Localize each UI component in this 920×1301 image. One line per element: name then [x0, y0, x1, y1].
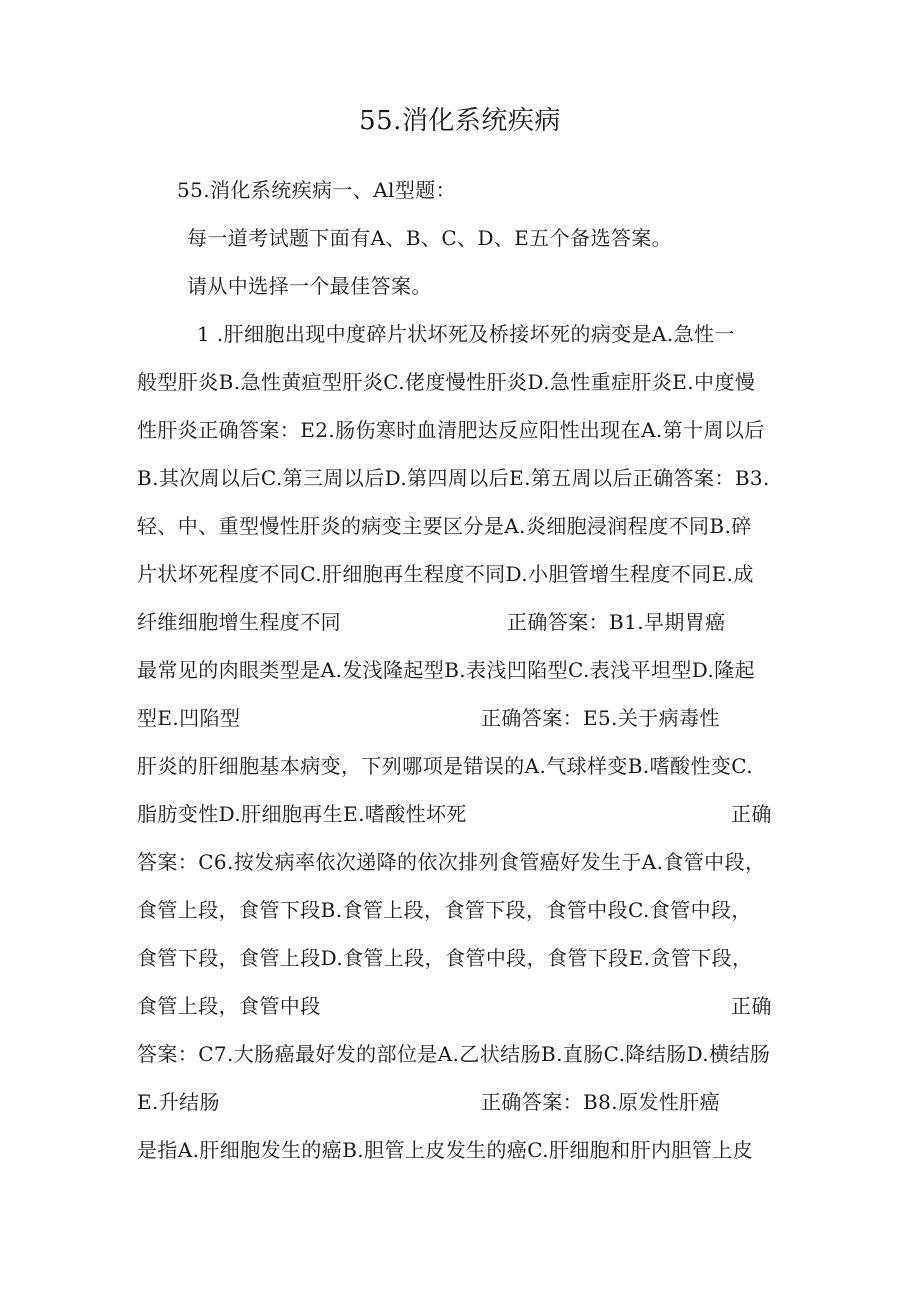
body-line: 1 .肝细胞出现中度碎片状坏死及桥接坏死的病变是A.急性一 [197, 322, 735, 346]
answer-text: 正确答案：B8.原发性肝癌 [481, 1090, 720, 1114]
body-line: 肝炎的肝细胞基本病变，下列哪项是错误的A.气球样变B.嗜酸性变C. [137, 754, 754, 778]
body-line: 轻、中、重型慢性肝炎的病变主要区分是A.炎细胞浸润程度不同B.碎 [137, 514, 752, 538]
instruction-line-2: 请从中选择一个最佳答案。 [187, 274, 432, 298]
body-line [137, 798, 787, 830]
answer-text: 正确答案：E5.关于病毒性 [481, 706, 720, 730]
page-title: 55.消化系统疾病 [359, 106, 561, 136]
line-text: E.升结肠 [137, 1090, 220, 1114]
line-text: 脂肪变性D.肝细胞再生E.嗜酸性坏死 [137, 802, 467, 826]
body-line: 片状坏死程度不同C.肝细胞再生程度不同D.小胆管增生程度不同E.成 [137, 562, 754, 586]
body-line: B.其次周以后C.第三周以后D.第四周以后E.第五周以后正确答案：B3. [137, 466, 770, 490]
body-line: 答案：C7.大肠癌最好发的部位是A.乙状结肠B.直肠C.降结肠D.横结肠 [137, 1042, 771, 1066]
body-line: 食管下段，食管上段D.食管上段，食管中段，食管下段E.贪管下段， [137, 946, 753, 970]
line-text: 型E.凹陷型 [137, 706, 241, 730]
instruction-line-1: 每一道考试题下面有A、B、C、D、E五个备选答案。 [187, 226, 673, 250]
body-line: 食管上段，食管下段B.食管上段，食管下段，食管中段C.食管中段， [137, 898, 752, 922]
body-line: 最常见的肉眼类型是A.发浅隆起型B.表浅凹陷型C.表浅平坦型D.隆起 [137, 658, 756, 682]
body-line [137, 990, 787, 1022]
answer-text: 正确 [731, 994, 772, 1018]
answer-text: 正确答案：B1.早期胃癌 [507, 610, 726, 634]
body-line [137, 606, 787, 638]
line-text: 食管上段，食管中段 [137, 994, 321, 1018]
body-line: 性肝炎正确答案：E2.肠伤寒时血清肥达反应阳性出现在A.第十周以后 [137, 418, 765, 442]
body-line: 是指A.肝细胞发生的癌B.胆管上皮发生的癌C.肝细胞和肝内胆管上皮 [137, 1138, 754, 1162]
body-line [137, 702, 787, 734]
section-heading: 55.消化系统疾病一、Al型题： [177, 178, 457, 202]
body-line: 答案：C6.按发病率依次递降的依次排列食管癌好发生于A.食管中段， [137, 850, 766, 874]
answer-text: 正确 [731, 802, 772, 826]
line-text: 纤维细胞增生程度不同 [137, 610, 341, 634]
body-line [137, 1086, 787, 1118]
body-line: 般型肝炎B.急性黄疸型肝炎C.佬度慢性肝炎D.急性重症肝炎E.中度慢 [137, 370, 756, 394]
